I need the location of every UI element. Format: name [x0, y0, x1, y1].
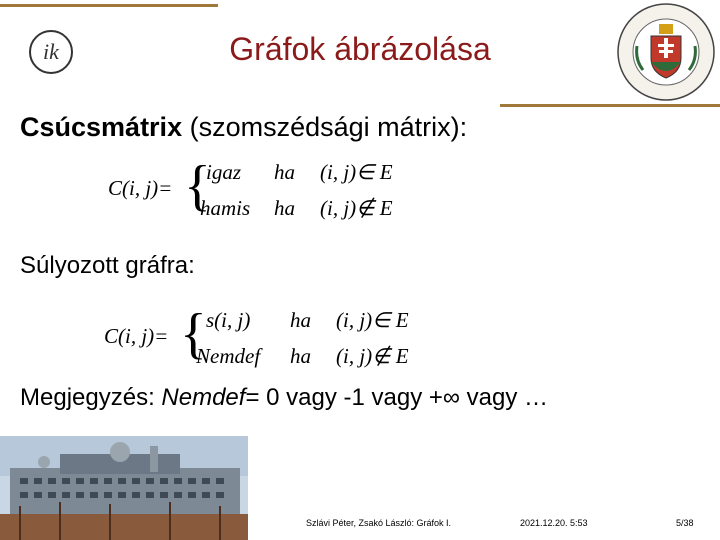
formula1-row2-value: hamis: [200, 196, 251, 220]
formula1-row2-cond: ha: [274, 196, 295, 220]
footer-authors: Szlávi Péter, Zsakó László: Gráfok I.: [306, 518, 452, 528]
formula1-lhs: C(i, j)=: [108, 176, 173, 200]
footer-date: 2021.12.20. 5:53: [520, 518, 588, 528]
slide-title: Gráfok ábrázolása: [229, 31, 491, 67]
note-text: [20, 384, 548, 412]
formula1-row2-rel: (i, j)∉ E: [320, 196, 393, 220]
formula1-row1-value: igaz: [206, 160, 242, 184]
footer-page-number: 5/38: [676, 518, 694, 528]
note-prefix: Megjegyzés:: [20, 384, 162, 411]
weighted-matrix-formula: [104, 304, 424, 374]
formula2-row1-rel: (i, j)∈ E: [336, 308, 409, 332]
formula2-row1-cond: ha: [290, 308, 311, 332]
formula2-brace: {: [180, 303, 207, 365]
formula2-row2-rel: (i, j)∉ E: [336, 344, 409, 368]
heading-rest: (szomszédsági mátrix):: [182, 112, 468, 142]
formula2-row2-cond: ha: [290, 344, 311, 368]
building-photo: [0, 436, 248, 540]
note-nemdef: Nemdef: [161, 384, 246, 411]
formula2-lhs: C(i, j)=: [104, 324, 169, 348]
adjacency-matrix-formula: [108, 156, 408, 226]
weighted-graph-subheading: Súlyozott gráfra:: [20, 252, 195, 279]
formula2-row1-value: s(i, j): [206, 308, 251, 332]
formula1-row1-rel: (i, j)∈ E: [320, 160, 393, 184]
right-decorative-rule: [500, 104, 720, 107]
slide-heading: [20, 112, 467, 143]
heading-bold-term: Csúcsmátrix: [20, 112, 183, 142]
top-decorative-rule: [0, 4, 218, 7]
note-rest: = 0 vagy -1 vagy +∞ vagy …: [245, 384, 549, 411]
svg-text:ik: ik: [43, 39, 59, 64]
formula1-row1-cond: ha: [274, 160, 295, 184]
formula1-brace: {: [184, 155, 211, 217]
formula2-row2-value: Nemdef: [196, 344, 261, 368]
